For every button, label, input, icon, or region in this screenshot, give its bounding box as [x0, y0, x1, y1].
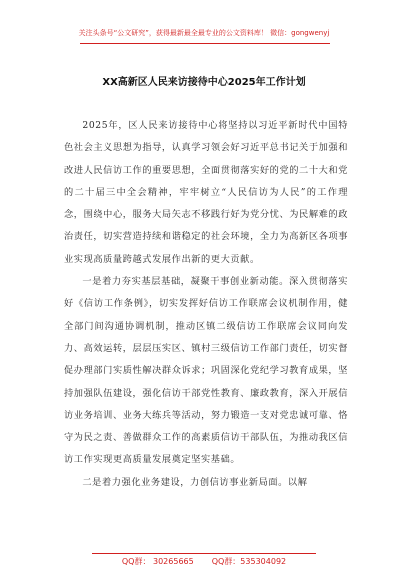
- footer: [0, 556, 408, 567]
- document-title: XX高新区人民来访接待中心2025年工作计划: [102, 77, 306, 88]
- footer-qq-group-2: QQ群：535304092: [211, 557, 287, 566]
- paragraph-intro: 2025年，区人民来访接待中心将坚持以习近平新时代中国特色社会主义思想为指导，认真学习领会好习近平总书记关于加强和改进人民信访工作的重要思想，全面贯彻落实好的党的二十大和党的二十届三中全会精神，牢牢树立“人民信访为人民”的工作理念，围绕中心，服务大局矢志不移践行好为党分忧、为民解难的政治责任，切实营造持续和谐稳定的社会环境，全力为高新区各项事业实现高质量跨越式发展作出新的更大贡献。: [64, 120, 348, 265]
- footer-divider: [92, 553, 316, 554]
- header-banner: 关注头条号“公文研究”，获得最新最全最专业的公文资料库！ 微信：gongwenyj: [78, 29, 330, 37]
- header-divider: [80, 43, 330, 44]
- paragraph-point-two: 二是着力强化业务建设，力创信访事业新局面。以解: [82, 476, 308, 488]
- document-body: [64, 115, 348, 494]
- footer-qq-group-1: QQ群： 30265665: [121, 557, 194, 566]
- paragraph-point-one: 一是着力夯实基层基础，凝聚干事创业新动能。深入贯彻落实好《信访工作条例》，切实发挥好信访工作联席会议机制作用，健全部门间沟通协调机制，推动区镇二级信访工作联席会议同向发力、高效运转，层层压实区、镇村三级信访工作部门责任，切实督促办理部门实质性解决群众诉求；巩固深化党纪学习教育成果，坚持加强队伍建设，强化信访干部党性教育、廉政教育，深入开展信访业务培训、业务大练兵等活动，努力锻造一支对党忠诚可靠、恪守为民之责、善做群众工作的高素质信访干部队伍，为推动我区信访工作实现更高质量发展奠定坚实基础。: [64, 276, 348, 466]
